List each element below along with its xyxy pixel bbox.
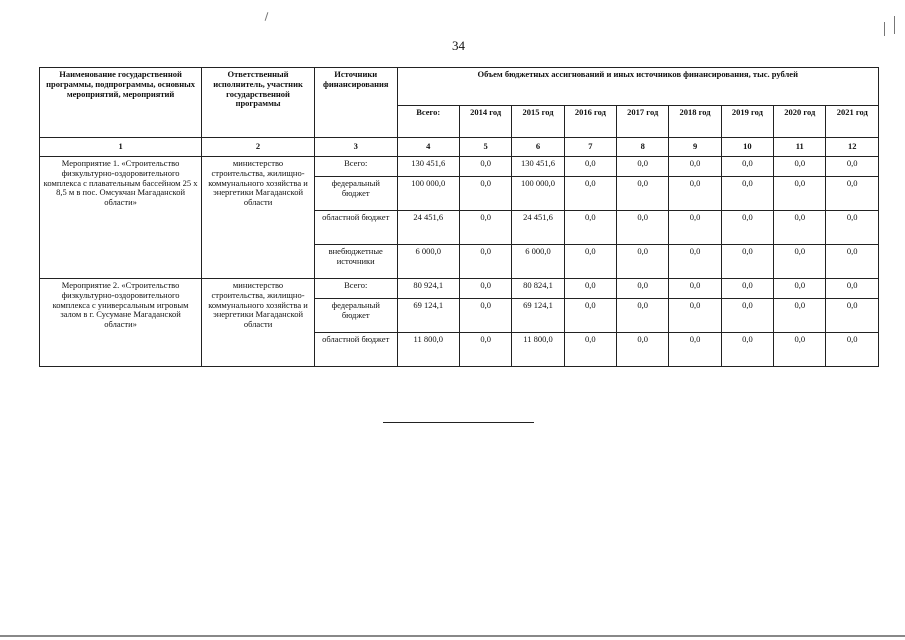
activity-name: Мероприятие 1. «Строительство физкультурно-оздоровительного комплекса с плавательным бассейном 25 х 8,5 м в пос. Омсукчан Магаданской области»: [40, 157, 202, 279]
table-cell-value: 24 451,6: [397, 211, 459, 245]
table-cell-value: 0,0: [617, 299, 669, 333]
table-body: [40, 138, 879, 367]
table-cell-value: 0,0: [721, 245, 773, 279]
column-number: 9: [669, 138, 721, 157]
column-number: 4: [397, 138, 459, 157]
table-cell-value: 0,0: [617, 333, 669, 367]
table-cell-value: 0,0: [459, 279, 511, 299]
table-cell-value: 6 000,0: [397, 245, 459, 279]
header-program-name: Наименование государственной программы, подпрограммы, основных мероприятий, мероприятий: [40, 68, 202, 138]
table-cell-value: 100 000,0: [397, 177, 459, 211]
table-cell-value: 0,0: [459, 333, 511, 367]
table-cell-value: 0,0: [826, 333, 879, 367]
table-cell-value: 0,0: [617, 245, 669, 279]
header-total: Всего:: [397, 106, 459, 138]
table-cell-value: 0,0: [564, 245, 616, 279]
table-cell-value: 0,0: [617, 279, 669, 299]
funding-source: федеральный бюджет: [314, 177, 397, 211]
scan-mark: [884, 22, 885, 36]
table-cell-value: 0,0: [669, 245, 721, 279]
table-cell-value: 0,0: [459, 177, 511, 211]
column-number: 11: [774, 138, 826, 157]
activity-executor: министерство строительства, жилищно-коммунального хозяйства и энергетики Магаданской области: [202, 157, 315, 279]
header-executor: Ответственный исполнитель, участник государственной программы: [202, 68, 315, 138]
scan-mark: [894, 16, 895, 34]
table-cell-value: 0,0: [826, 245, 879, 279]
table-cell-value: 0,0: [826, 279, 879, 299]
table-cell-value: 0,0: [564, 299, 616, 333]
table-cell-value: 0,0: [774, 245, 826, 279]
table-row: [40, 279, 879, 299]
header-row-main: [40, 68, 879, 106]
header-year: 2020 год: [774, 106, 826, 138]
table-cell-value: 100 000,0: [512, 177, 564, 211]
table-cell-value: 11 800,0: [512, 333, 564, 367]
table-cell-value: 24 451,6: [512, 211, 564, 245]
table-cell-value: 0,0: [721, 211, 773, 245]
end-of-table-rule: [383, 422, 534, 423]
table-cell-value: 0,0: [721, 333, 773, 367]
header-year: 2018 год: [669, 106, 721, 138]
table-cell-value: 0,0: [721, 299, 773, 333]
table-cell-value: 0,0: [826, 177, 879, 211]
table-cell-value: 80 924,1: [397, 279, 459, 299]
column-number: 6: [512, 138, 564, 157]
funding-source: Всего:: [314, 157, 397, 177]
funding-source: внебюджетные источники: [314, 245, 397, 279]
scan-bottom-edge: [0, 635, 905, 637]
table-row: [40, 157, 879, 177]
header-year: 2019 год: [721, 106, 773, 138]
table-cell-value: 0,0: [774, 211, 826, 245]
table-cell-value: 0,0: [774, 299, 826, 333]
column-number: 3: [314, 138, 397, 157]
scan-mark: [265, 12, 269, 21]
budget-allocation-table: [39, 67, 879, 367]
table-cell-value: 0,0: [774, 279, 826, 299]
table-cell-value: 0,0: [564, 333, 616, 367]
header-year: 2016 год: [564, 106, 616, 138]
table-cell-value: 0,0: [459, 245, 511, 279]
table-cell-value: 0,0: [617, 177, 669, 211]
column-number: 5: [459, 138, 511, 157]
table-cell-value: 0,0: [564, 177, 616, 211]
table-cell-value: 0,0: [721, 157, 773, 177]
table-cell-value: 0,0: [564, 157, 616, 177]
table-cell-value: 0,0: [669, 177, 721, 211]
funding-source: областной бюджет: [314, 333, 397, 367]
table-cell-value: 0,0: [459, 157, 511, 177]
table-cell-value: 80 824,1: [512, 279, 564, 299]
table-cell-value: 0,0: [826, 157, 879, 177]
column-number: 10: [721, 138, 773, 157]
header-year: 2021 год: [826, 106, 879, 138]
column-number: 12: [826, 138, 879, 157]
table-cell-value: 0,0: [564, 211, 616, 245]
table-cell-value: 0,0: [669, 157, 721, 177]
table-cell-value: 69 124,1: [512, 299, 564, 333]
column-number: 1: [40, 138, 202, 157]
funding-source: областной бюджет: [314, 211, 397, 245]
table-cell-value: 0,0: [669, 333, 721, 367]
column-numbers-row: [40, 138, 879, 157]
column-number: 7: [564, 138, 616, 157]
table-cell-value: 0,0: [459, 211, 511, 245]
table-cell-value: 0,0: [721, 177, 773, 211]
column-number: 8: [617, 138, 669, 157]
table-cell-value: 130 451,6: [512, 157, 564, 177]
header-budget-volume: Объем бюджетных ассигнований и иных источников финансирования, тыс. рублей: [397, 68, 878, 106]
table-cell-value: 0,0: [669, 279, 721, 299]
header-funding-sources: Источники финансирования: [314, 68, 397, 138]
table-cell-value: 0,0: [459, 299, 511, 333]
table-cell-value: 11 800,0: [397, 333, 459, 367]
table-cell-value: 0,0: [617, 157, 669, 177]
activity-executor: министерство строительства, жилищно-коммунального хозяйства и энергетики Магаданской области: [202, 279, 315, 367]
table-cell-value: 6 000,0: [512, 245, 564, 279]
header-year: 2014 год: [459, 106, 511, 138]
table-cell-value: 0,0: [826, 299, 879, 333]
table-cell-value: 0,0: [774, 157, 826, 177]
table-cell-value: 130 451,6: [397, 157, 459, 177]
table-cell-value: 0,0: [669, 211, 721, 245]
funding-source: Всего:: [314, 279, 397, 299]
table-cell-value: 0,0: [721, 279, 773, 299]
table-cell-value: 0,0: [826, 211, 879, 245]
header-year: 2017 год: [617, 106, 669, 138]
activity-name: Мероприятие 2. «Строительство физкультурно-оздоровительного комплекса с универсальным игровым залом в г. Сусумане Магаданской области»: [40, 279, 202, 367]
column-number: 2: [202, 138, 315, 157]
table-cell-value: 0,0: [669, 299, 721, 333]
table-cell-value: 0,0: [774, 177, 826, 211]
table-cell-value: 0,0: [617, 211, 669, 245]
header-year: 2015 год: [512, 106, 564, 138]
table-cell-value: 0,0: [564, 279, 616, 299]
table-cell-value: 0,0: [774, 333, 826, 367]
page-number: 34: [452, 38, 465, 53]
funding-source: федеральный бюджет: [314, 299, 397, 333]
table-cell-value: 69 124,1: [397, 299, 459, 333]
